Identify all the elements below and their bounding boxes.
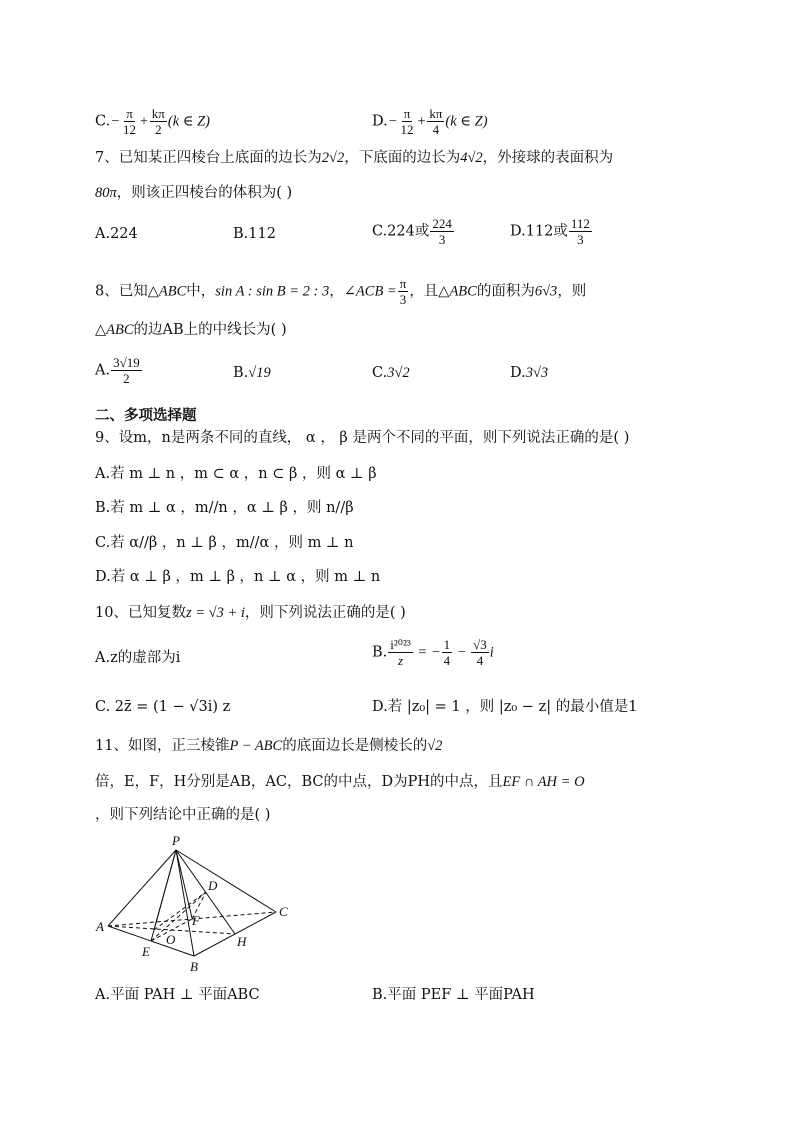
section-heading-multiple-choice: 二、多项选择题 [95, 408, 197, 424]
q8-option-a: A. $\frac{3√19}{2}$ [95, 355, 140, 386]
q10-option-b: B. $\frac{\text{i²⁰²³}}{z}$ = − $\frac{1}{4}$ − $\frac{√3}{4}$ i [372, 637, 494, 668]
label-a: A [96, 919, 104, 934]
q8-option-b: B.√19 [233, 365, 271, 381]
q8-stem-line2: △ABC的边AB上的中线长为( ) [95, 322, 287, 338]
q10-option-a: A.z的虚部为i [95, 650, 181, 666]
label-p: P [172, 833, 180, 848]
q6-d-frac2: $\frac{k\pi}{4}$ [429, 106, 443, 137]
q7-option-b: B.112 [233, 226, 276, 242]
q9-option-a: A.若 m ⊥ n ，m ⊂ α ，n ⊂ β ，则 α ⊥ β [95, 466, 377, 482]
label-b: B [190, 959, 198, 974]
q10-stem: 10、已知复数z = √3 + i，则下列说法正确的是( ) [95, 605, 406, 621]
label-f: F [192, 913, 200, 928]
label-h: H [237, 934, 247, 949]
q6-d-prefix: D. [372, 113, 388, 130]
q10-z-definition: z = √3 + i [185, 605, 245, 621]
q10-option-c: C. 2z̄ = (1 − √3i) z [95, 699, 231, 715]
q7-option-a: A.224 [95, 226, 138, 242]
q8-option-c: C.3√2 [372, 365, 410, 381]
label-o: O [166, 932, 176, 947]
q11-pyramid-figure [92, 832, 302, 977]
q7-option-c: C.224或 $\frac{224}{3}$ [372, 216, 452, 247]
q6-option-c: C.− $\frac{\pi}{12}$ + $\frac{k\pi}{2}$ (k ∈ Z) [95, 106, 210, 137]
q6-d-suffix: (k ∈ Z) [445, 113, 488, 130]
label-e: E [142, 944, 150, 959]
label-c: C [279, 904, 288, 919]
q7-stem-line1: 7、已知某正四棱台上底面的边长为2√2，下底面的边长为4√2，外接球的表面积为 [95, 150, 614, 166]
q9-stem: 9、设m，n是两条不同的直线， α ， β 是两个不同的平面，则下列说法正确的是( ) [95, 430, 630, 446]
q11-stem-line1: 11、如图，正三棱锥P − ABC的底面边长是侧棱长的√2 [95, 738, 443, 754]
q6-option-d: D.− $\frac{\pi}{12}$ + $\frac{k\pi}{4}$ (k ∈ Z) [372, 106, 488, 137]
q6-d-frac1: $\frac{\pi}{12}$ [400, 106, 414, 137]
q7-stem-line2: 80π，则该正四棱台的体积为( ) [95, 185, 293, 201]
q11-stem-line2: 倍，E，F，H分别是AB，AC，BC的中点，D为PH的中点，且EF ∩ AH = O [95, 774, 585, 790]
q6-c-frac1: $\frac{\pi}{12}$ [122, 106, 136, 137]
q11-option-a: A.平面 PAH ⊥ 平面ABC [95, 987, 260, 1003]
q7-top-edge: 2√2 [321, 150, 345, 166]
q7-option-d: D.112或 $\frac{112}{3}$ [510, 216, 590, 247]
q8-option-d: D.3√3 [510, 365, 549, 381]
label-d: D [208, 878, 218, 893]
q11-stem-line3: ，则下列结论中正确的是( ) [95, 807, 271, 823]
pyramid-solid-edges [108, 850, 276, 956]
q10-option-d: D.若 |z₀| = 1 ，则 |z₀ − z| 的最小值是1 [372, 699, 638, 715]
q8-sine-ratio: sin A : sin B = 2 : 3 [215, 283, 330, 300]
q6-c-suffix: (k ∈ Z) [167, 113, 210, 130]
q9-option-d: D.若 α ⊥ β ，m ⊥ β ，n ⊥ α ，则 m ⊥ n [95, 569, 381, 585]
q7-bottom-edge: 4√2 [460, 150, 483, 166]
q7-sphere-area: 80π [95, 185, 117, 201]
q6-c-prefix: C. [95, 113, 111, 130]
q6-c-frac2: $\frac{k\pi}{2}$ [151, 106, 165, 137]
q8-area-value: 6√3 [534, 283, 558, 300]
q11-option-b: B.平面 PEF ⊥ 平面PAH [372, 987, 535, 1003]
q9-option-c: C.若 α//β ，n ⊥ β ，m//α ，则 m ⊥ n [95, 535, 354, 551]
q8-stem-line1: 8、已知△ABC中，sin A : sin B = 2 : 3，∠ACB = $\frac{\pi}{3}$ ，且△ABC的面积为6√3，则 [95, 276, 587, 307]
q9-option-b: B.若 m ⊥ α ，m//n ，α ⊥ β ，则 n//β [95, 500, 354, 516]
